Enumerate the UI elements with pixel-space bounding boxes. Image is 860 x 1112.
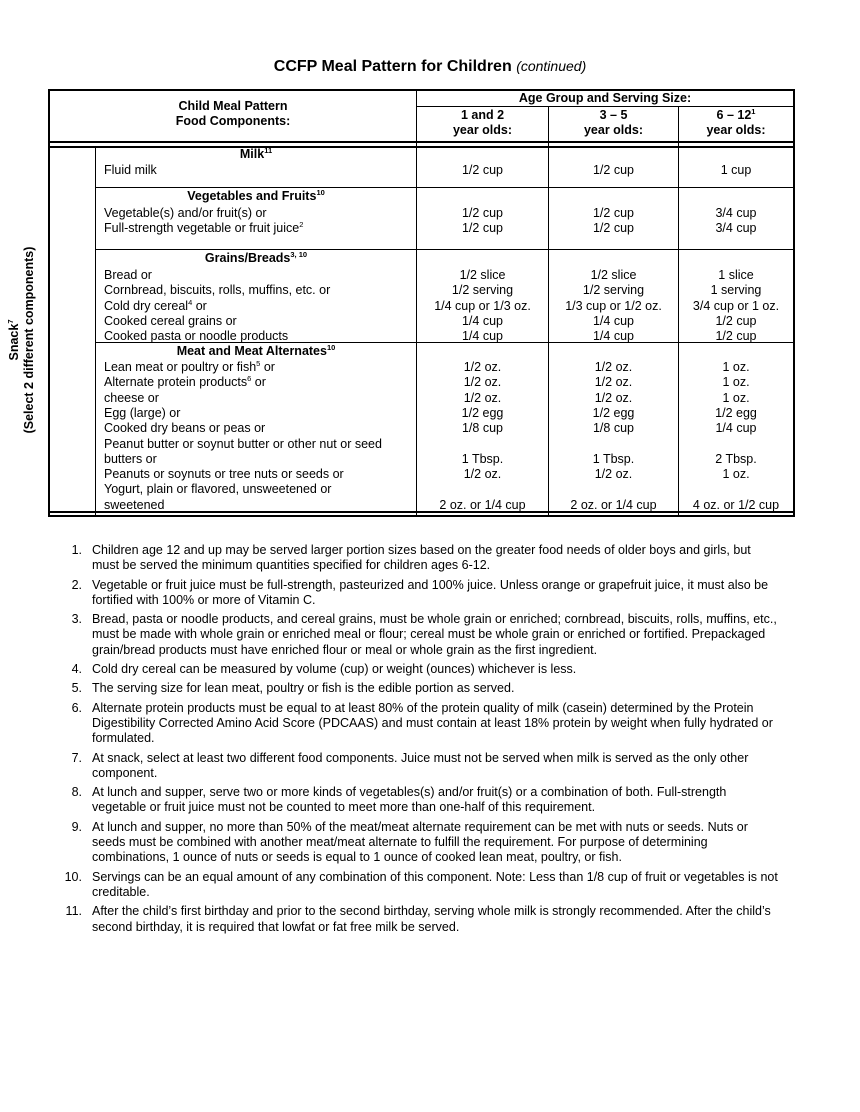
age-col-header-6-12 — [679, 108, 793, 139]
meal-pattern-table — [48, 89, 795, 517]
footnote-number: 5. — [71, 681, 82, 696]
food-item-label — [104, 360, 275, 375]
footnote-number: 1. — [71, 543, 82, 557]
footnote-number: 7. — [71, 750, 82, 765]
footnote-item — [58, 785, 780, 816]
footnote-number: 10. — [64, 869, 82, 884]
food-item-text: butters or — [104, 451, 157, 466]
food-item-label — [104, 221, 303, 236]
serving-size-age-6-12: 3/4 cup — [715, 221, 757, 236]
food-item-text: Yogurt, plain or flavored, unsweetened or — [104, 482, 332, 497]
food-item-text-suffix: or — [192, 298, 207, 313]
age-col-2-line1: 3 – 5 — [599, 108, 628, 122]
serving-size-age-1-2: 1/4 cup — [461, 313, 503, 328]
section-heading — [96, 344, 416, 359]
section-heading-footnote-ref: 10 — [326, 343, 336, 352]
food-item-text: Lean meat or poultry or fish — [104, 360, 257, 374]
table-border-right — [793, 89, 795, 517]
section-divider-milk — [95, 187, 795, 188]
section-heading — [96, 251, 416, 266]
serving-size-age-3-5: 1 Tbsp. — [592, 451, 635, 466]
serving-size-age-3-5: 1/2 egg — [592, 405, 635, 420]
side-label-line2: (Select 2 different components) — [22, 246, 36, 434]
components-header-line1: Child Meal Pattern — [178, 99, 288, 113]
footnote-number: 8. — [71, 785, 82, 800]
food-item-footnote-ref: 2 — [299, 220, 304, 230]
serving-size-age-6-12: 4 oz. or 1/2 cup — [692, 497, 780, 512]
food-item-label — [104, 467, 344, 482]
footnote-item — [58, 904, 780, 935]
food-item-text-suffix: or — [251, 375, 266, 390]
serving-size-age-6-12: 1/4 cup — [715, 421, 757, 436]
page-title — [0, 58, 860, 76]
footnote-item — [58, 681, 780, 696]
serving-size-age-3-5: 1/4 cup — [592, 313, 634, 328]
side-label-footnote-ref: 7 — [6, 319, 15, 324]
footnote-text: Vegetable or fruit juice must be full-strength, pasteurized and 100% juice. Unless orange or grapefruit juice, it must also be fortified with 100% or more of Vitamin C. — [92, 577, 769, 607]
serving-size-age-6-12: 1 oz. — [722, 467, 750, 482]
section-heading-text: Grains/Breads — [204, 251, 291, 265]
food-item-footnote-ref: 4 — [188, 297, 193, 307]
footnote-number: 11. — [65, 904, 82, 919]
serving-size-age-1-2: 1/2 cup — [461, 221, 503, 236]
food-item-text: Fluid milk — [104, 163, 157, 177]
serving-size-age-1-2: 1/2 oz. — [463, 390, 502, 405]
footnote-item — [58, 612, 780, 658]
serving-size-age-6-12: 1 oz. — [722, 375, 750, 390]
food-item-label — [104, 375, 266, 390]
food-item-text: Cornbread, biscuits, rolls, muffins, etc. or — [104, 283, 331, 298]
serving-size-age-1-2: 1/4 cup or 1/3 oz. — [434, 298, 531, 313]
food-item-label — [104, 163, 157, 178]
serving-size-age-3-5: 2 oz. or 1/4 cup — [570, 497, 657, 512]
serving-size-age-6-12: 1 serving — [710, 283, 762, 298]
table-bottom-rule-lower — [48, 515, 795, 517]
food-item-text: Alternate protein products — [104, 375, 248, 390]
footnote-number: 9. — [71, 819, 82, 834]
footnotes-list — [58, 543, 780, 939]
serving-size-age-3-5: 1/8 cup — [592, 421, 634, 436]
footnote-number: 4. — [71, 662, 82, 677]
section-heading-text: Vegetables and Fruits — [187, 189, 317, 203]
serving-size-age-1-2: 1/2 cup — [461, 206, 503, 220]
table-border-left — [48, 89, 50, 517]
age-col-3-line2: year olds: — [706, 123, 766, 138]
serving-size-age-1-2: 1/2 oz. — [463, 375, 502, 390]
footnote-item — [58, 662, 780, 677]
serving-size-age-1-2: 1/2 oz. — [463, 467, 502, 482]
snack-side-label — [6, 160, 38, 520]
food-item-label — [104, 314, 237, 329]
side-label-line1: Snack — [7, 323, 21, 361]
footnote-text: Alternate protein products must be equal to at least 80% of the protein quality of milk (casein) determined by the Protein Digestibility Corrected Amino Acid Score (PDCAAS) and must contain at least 18% protein by weight when fully hydrated or formulated. — [92, 700, 773, 746]
serving-size-age-6-12: 3/4 cup or 1 oz. — [692, 298, 780, 313]
footnote-item — [58, 751, 780, 782]
food-item-footnote-ref: 6 — [247, 374, 252, 384]
food-item-text: Cooked dry beans or peas or — [104, 421, 266, 436]
header-rule-upper — [48, 141, 795, 143]
serving-size-age-3-5: 1/2 oz. — [594, 375, 633, 390]
section-heading — [96, 189, 416, 204]
title-main: CCFP Meal Pattern for Children — [273, 58, 512, 75]
serving-size-age-6-12: 3/4 cup — [715, 206, 757, 220]
footnote-number: 6. — [71, 700, 82, 715]
age-col-header-3-5 — [549, 108, 678, 139]
food-item-label — [104, 391, 159, 406]
food-item-label — [104, 329, 288, 344]
footnote-item — [58, 578, 780, 609]
serving-size-age-1-2: 1/4 cup — [461, 329, 503, 344]
serving-size-age-6-12: 1/2 cup — [715, 313, 757, 328]
footnote-text: After the child’s first birthday and prior to the second birthday, serving whole milk is strongly recommended. After the child’s second birthday, it is required that lowfat or fat free milk be served. — [92, 904, 771, 934]
footnote-item — [58, 701, 780, 747]
food-item-text: Peanuts or soynuts or tree nuts or seeds or — [104, 467, 344, 482]
serving-size-age-1-2: 1 Tbsp. — [461, 451, 504, 466]
serving-size-age-6-12: 1/2 cup — [715, 329, 757, 344]
title-subtitle: (continued) — [516, 58, 587, 74]
age-col-header-1-2 — [417, 108, 548, 139]
food-item-label — [104, 299, 207, 314]
serving-size-age-1-2: 1/2 serving — [451, 283, 514, 298]
footnote-text: Servings can be an equal amount of any combination of this component. Note: Less than 1/8 cup of fruit or vegetables is not creditable. — [92, 869, 778, 899]
food-item-text: Cooked cereal grains or — [104, 313, 237, 328]
serving-size-age-1-2: 1/8 cup — [461, 421, 503, 436]
food-item-label — [104, 437, 382, 452]
serving-size-age-1-2: 1/2 oz. — [463, 360, 502, 374]
footnote-number: 2. — [71, 577, 82, 592]
food-item-text: sweetened — [104, 497, 165, 512]
food-item-label — [104, 452, 157, 467]
footnote-item — [58, 870, 780, 901]
section-divider-vegetables — [95, 249, 795, 250]
serving-size-age-3-5: 1/2 oz. — [594, 360, 633, 374]
food-item-text: Peanut butter or soynut butter or other nut or seed — [104, 436, 382, 451]
food-item-footnote-ref: 5 — [256, 359, 261, 368]
serving-size-age-3-5: 1/2 serving — [582, 283, 645, 298]
footnote-text: Cold dry cereal can be measured by volume (cup) or weight (ounces) whichever is less. — [92, 662, 577, 677]
footnote-text: At snack, select at least two different food components. Juice must not be served when milk is served as the only other component. — [92, 750, 749, 780]
serving-size-age-6-12: 1 cup — [720, 163, 752, 177]
serving-size-age-3-5: 1/2 slice — [590, 268, 637, 282]
food-item-text: Vegetable(s) and/or fruit(s) or — [104, 206, 267, 220]
footnote-text: The serving size for lean meat, poultry or fish is the edible portion as served. — [92, 681, 515, 696]
serving-size-age-3-5: 1/2 cup — [592, 206, 634, 220]
serving-size-age-3-5: 1/4 cup — [592, 329, 634, 344]
footnote-text: Bread, pasta or noodle products, and cereal grains, must be whole grain or enriched; cornbread, biscuits, rolls, muffins, etc., must be made with whole grain or enriched meal or flour; cereal must be whole grain or enriched or fortified. Prepackaged grain/bread products must have enriched flour or meal or whole grain as the first ingredient. — [92, 612, 777, 657]
serving-size-age-3-5: 1/2 cup — [592, 163, 634, 177]
food-item-text: Cold dry cereal — [104, 298, 189, 313]
serving-size-age-6-12: 1 oz. — [722, 360, 750, 374]
footnote-text: Children age 12 and up may be served larger portion sizes based on the greater food needs of older boys and girls, but must be served the minimum quantities specified for children ages 6-12. — [92, 543, 751, 573]
food-item-text-suffix: or — [260, 360, 275, 374]
age-group-header: Age Group and Serving Size: — [518, 91, 692, 105]
serving-size-age-3-5: 1/2 oz. — [594, 467, 633, 482]
section-heading-footnote-ref: 10 — [316, 188, 325, 197]
food-item-text: Cooked pasta or noodle products — [104, 329, 289, 344]
serving-size-age-1-2: 1/2 cup — [461, 163, 503, 177]
age-col-1-line1: 1 and 2 — [460, 108, 505, 122]
food-item-text: Full-strength vegetable or fruit juice — [104, 221, 300, 236]
footnote-text: At lunch and supper, serve two or more kinds of vegetables(s) and/or fruit(s) or a combination of both. Full-strength vegetable or fruit juice must not be counted to meet more than one-half of this requirement. — [92, 785, 727, 815]
components-header-line2: Food Components: — [175, 114, 291, 129]
serving-size-age-3-5: 1/3 cup or 1/2 oz. — [565, 298, 662, 313]
age-col-3-line1: 6 – 12 — [716, 108, 752, 122]
footnote-item — [58, 543, 780, 574]
food-item-label — [104, 406, 180, 421]
food-item-label — [104, 206, 267, 221]
serving-size-age-1-2: 2 oz. or 1/4 cup — [439, 497, 526, 512]
food-item-label — [104, 482, 331, 497]
food-item-label — [104, 421, 265, 436]
serving-size-age-6-12: 1 oz. — [722, 390, 750, 405]
age-col-1-line2: year olds: — [452, 123, 513, 138]
serving-size-age-6-12: 2 Tbsp. — [715, 451, 757, 466]
serving-size-age-3-5: 1/2 cup — [592, 221, 634, 236]
serving-size-age-6-12: 1 slice — [718, 268, 754, 282]
age-col-2-line2: year olds: — [583, 123, 644, 138]
age-col-3-footnote-ref: 1 — [751, 107, 756, 116]
food-item-text: cheese or — [104, 390, 159, 405]
section-heading-footnote-ref: 11 — [264, 146, 273, 155]
section-heading — [96, 147, 416, 162]
serving-size-age-6-12: 1/2 egg — [715, 405, 757, 420]
food-item-label — [104, 283, 330, 298]
serving-size-age-3-5: 1/2 oz. — [594, 390, 633, 405]
section-heading-text: Milk — [239, 147, 265, 161]
footnote-number: 3. — [71, 612, 82, 627]
section-heading-text: Meat and Meat Alternates — [176, 344, 327, 358]
food-item-text: Bread or — [104, 268, 152, 282]
footnote-item — [58, 820, 780, 866]
components-header — [50, 99, 416, 130]
footnote-text: At lunch and supper, no more than 50% of the meat/meat alternate requirement can be met with nuts or seeds. Nuts or seeds must be combined with another meat/meat alternate to fulfill the requirement. For purpose of determining combinations, 1 ounce of nuts or seeds is equal to 1 ounce of cooked lean meat, poultry, or fish. — [92, 819, 748, 865]
food-item-label — [104, 268, 152, 283]
serving-size-age-1-2: 1/2 slice — [459, 268, 506, 282]
serving-size-age-1-2: 1/2 egg — [461, 405, 504, 420]
food-item-text: Egg (large) or — [104, 405, 181, 420]
food-item-label — [104, 498, 164, 513]
section-heading-footnote-ref: 3, 10 — [290, 250, 308, 259]
